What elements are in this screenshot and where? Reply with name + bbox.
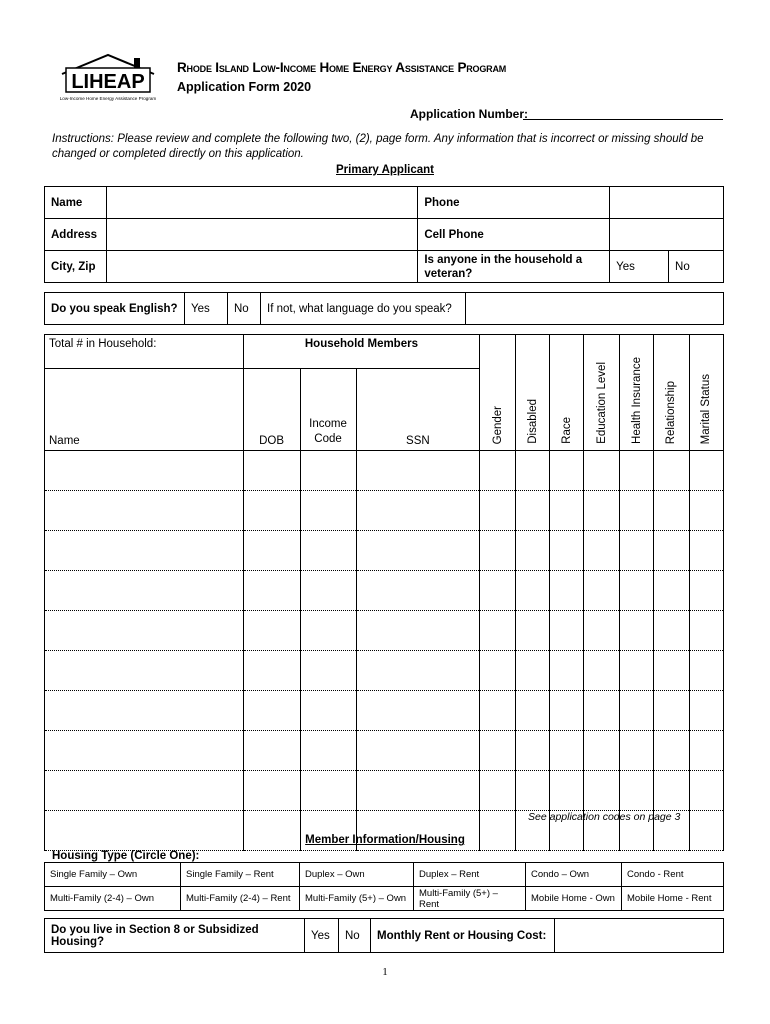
housing-option[interactable]: Duplex – Own [300, 863, 414, 887]
col-disabled: Disabled [526, 399, 539, 444]
name-field[interactable] [106, 187, 417, 219]
see-codes-note: See application codes on page 3 [528, 811, 681, 823]
col-income-code: Income Code [300, 369, 356, 451]
logo-text: LIHEAP [71, 71, 145, 93]
page-number: 1 [382, 966, 388, 978]
col-gender: Gender [491, 405, 504, 444]
col-health-insurance: Health Insurance [630, 357, 643, 444]
housing-type-table [44, 862, 724, 911]
housing-option[interactable]: Condo - Rent [622, 863, 724, 887]
col-marital-status: Marital Status [700, 373, 713, 444]
table-row[interactable] [45, 731, 724, 771]
col-dob: DOB [243, 369, 300, 451]
table-row[interactable] [45, 451, 724, 491]
table-row[interactable] [45, 651, 724, 691]
liheap-logo [58, 52, 158, 104]
speak-english-yes[interactable]: Yes [185, 293, 228, 325]
col-education-level: Education Level [595, 362, 608, 444]
page-title: Rhode Island Low-Income Home Energy Assistance Program [177, 60, 507, 75]
other-language-label: If not, what language do you speak? [261, 293, 466, 325]
veteran-yes[interactable]: Yes [610, 251, 669, 283]
cell-phone-field[interactable] [610, 219, 724, 251]
other-language-field[interactable] [466, 293, 724, 325]
housing-option[interactable]: Condo – Own [526, 863, 622, 887]
speak-english-label: Do you speak English? [45, 293, 185, 325]
primary-applicant-table [44, 186, 724, 283]
logo-subtext: Low-Income Home Energy Assistance Program [59, 96, 157, 101]
col-ssn: SSN [356, 369, 480, 451]
city-zip-field[interactable] [106, 251, 417, 283]
table-row[interactable] [45, 691, 724, 731]
address-field[interactable] [106, 219, 417, 251]
housing-option[interactable]: Duplex – Rent [414, 863, 526, 887]
monthly-rent-label: Monthly Rent or Housing Cost: [371, 919, 555, 953]
table-row[interactable] [45, 571, 724, 611]
housing-option[interactable]: Mobile Home - Own [526, 887, 622, 911]
housing-option[interactable]: Single Family – Own [45, 863, 181, 887]
housing-option[interactable]: Single Family – Rent [181, 863, 300, 887]
section8-question: Do you live in Section 8 or Subsidized Housing? [45, 919, 305, 953]
housing-type-label: Housing Type (Circle One): [52, 850, 200, 862]
application-number-label: Application Number: [410, 107, 529, 121]
address-label: Address [45, 219, 107, 251]
monthly-rent-field[interactable] [555, 919, 724, 953]
form-name: Application Form 2020 [177, 80, 312, 94]
phone-label: Phone [418, 187, 610, 219]
col-race: Race [560, 417, 573, 444]
member-info-heading: Member Information/Housing [305, 834, 465, 846]
housing-option[interactable]: Multi-Family (2-4) – Own [45, 887, 181, 911]
housing-option[interactable]: Multi-Family (5+) – Own [300, 887, 414, 911]
instructions: Instructions: Please review and complete the following two, (2), page form. Any information that is incorrect or missing should be changed or completed directly on this application. [52, 133, 704, 160]
phone-field[interactable] [610, 187, 724, 219]
name-label: Name [45, 187, 107, 219]
section8-table [44, 918, 724, 953]
table-row[interactable] [45, 491, 724, 531]
section8-yes[interactable]: Yes [305, 919, 339, 953]
veteran-no[interactable]: No [669, 251, 724, 283]
household-members-heading: Household Members [243, 335, 480, 369]
section8-no[interactable]: No [339, 919, 371, 953]
application-number-field[interactable] [523, 119, 723, 120]
primary-applicant-heading: Primary Applicant [336, 164, 434, 176]
housing-option[interactable]: Multi-Family (2-4) – Rent [181, 887, 300, 911]
household-table [44, 334, 724, 851]
housing-option[interactable]: Mobile Home - Rent [622, 887, 724, 911]
table-row[interactable] [45, 611, 724, 651]
language-table [44, 292, 724, 325]
total-in-household-label: Total # in Household: [45, 335, 244, 369]
city-zip-label: City, Zip [45, 251, 107, 283]
speak-english-no[interactable]: No [228, 293, 261, 325]
table-row[interactable] [45, 771, 724, 811]
veteran-question: Is anyone in the household a veteran? [418, 251, 610, 283]
cell-phone-label: Cell Phone [418, 219, 610, 251]
col-name: Name [45, 369, 244, 451]
col-relationship: Relationship [665, 380, 678, 444]
housing-option[interactable]: Multi-Family (5+) – Rent [414, 887, 526, 911]
table-row[interactable] [45, 531, 724, 571]
